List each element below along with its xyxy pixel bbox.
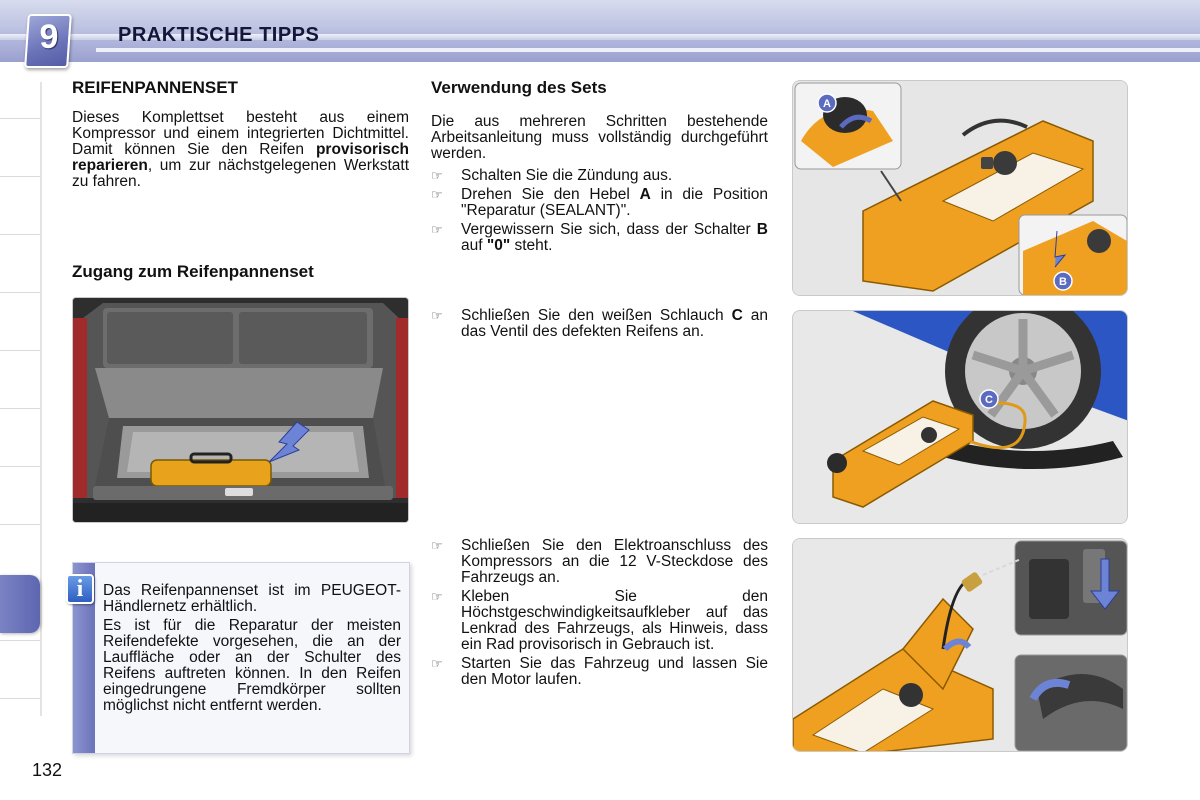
- step-ignition-off: ☞ Schalten Sie die Zündung aus.: [431, 167, 673, 184]
- pointing-hand-icon: ☞: [431, 168, 443, 183]
- step-connect-power: ☞ Schließen Sie den Elektroanschluss des Kompressors an die 12 V-Steckdose des Fahrzeugs an.: [431, 537, 768, 586]
- side-notch: [0, 234, 40, 235]
- section-intro-text: Dieses Komplettset besteht aus einem Kompressor und einem integrierten Dichtmittel. Damit können Sie den Reifen provisorisch reparieren, um zur nächstgelegenen Werkstatt zu fahren.: [72, 109, 409, 190]
- step-check-switch: ☞ Vergewissern Sie sich, dass der Schalter B auf "0" steht.: [431, 221, 768, 254]
- pointing-hand-icon: ☞: [431, 308, 443, 323]
- side-notch: [0, 118, 40, 119]
- pointing-hand-icon: ☞: [431, 538, 443, 553]
- steps-list-3: [431, 538, 768, 691]
- usage-intro-text: Die aus mehreren Schritten bestehende Arbeitsanleitung muss vollständig durchgeführt werden.: [431, 113, 768, 162]
- pointing-hand-icon: ☞: [431, 656, 443, 671]
- side-notch: [0, 292, 40, 293]
- pointing-hand-icon: ☞: [431, 187, 443, 202]
- label-c: C: [985, 394, 993, 406]
- trunk-illustration: [72, 297, 409, 523]
- side-notch: [0, 408, 40, 409]
- steps-list-1: [431, 168, 768, 257]
- steps-list-2: [431, 308, 768, 343]
- power-drawing: [793, 539, 1128, 752]
- label-a: A: [823, 98, 831, 110]
- side-notch: [0, 524, 40, 525]
- section-title-reifenpannenset: REIFENPANNENSET: [72, 78, 238, 97]
- side-notch: [0, 640, 40, 641]
- step-start-engine: ☞ Starten Sie das Fahrzeug und lassen Sie den Motor laufen.: [431, 655, 768, 688]
- side-notch: [0, 176, 40, 177]
- chapter-number: 9: [39, 18, 59, 56]
- header-stripe-lower: [96, 48, 1200, 52]
- side-notch: [0, 698, 40, 699]
- figure-compressor-lever-switch: [792, 80, 1128, 296]
- pointing-hand-icon: ☞: [431, 222, 443, 237]
- trunk-drawing: [73, 298, 409, 523]
- figure-hose-to-tyre: [792, 310, 1128, 524]
- section-title-zugang: Zugang zum Reifenpannenset: [72, 262, 314, 281]
- side-notch: [0, 466, 40, 467]
- chapter-title: PRAKTISCHE TIPPS: [118, 24, 320, 46]
- page-number: 132: [32, 760, 63, 780]
- tyre-drawing: [793, 311, 1128, 524]
- step-speed-sticker: ☞ Kleben Sie den Höchstgeschwindigkeitsaufkleber auf das Lenkrad des Fahrzeugs, als Hinweis, dass ein Rad provisorisch in Gebrauch ist.: [431, 588, 768, 653]
- section-title-verwendung: Verwendung des Sets: [431, 78, 607, 97]
- step-connect-hose: ☞ Schließen Sie den weißen Schlauch C an das Ventil des defekten Reifens an.: [431, 307, 768, 340]
- compressor-drawing: [793, 81, 1128, 296]
- figure-power-and-start: [792, 538, 1128, 752]
- side-notch: [0, 350, 40, 351]
- pointing-hand-icon: ☞: [431, 589, 443, 604]
- chapter-side-tab[interactable]: [0, 575, 40, 633]
- info-text-usage: Es ist für die Reparatur der meisten Reifendefekte vorgesehen, die an der Lauffläche oder an der Schulter des Reifens auftreten können. In den Reifen eingedrungene Fremdkörper sollten möglichst nicht entfernt werden.: [103, 617, 401, 714]
- step-turn-lever: ☞ Drehen Sie den Hebel A in die Position "Reparatur (SEALANT)".: [431, 186, 769, 219]
- label-b: B: [1059, 276, 1067, 288]
- info-icon: i: [66, 574, 94, 604]
- info-text-availability: Das Reifenpannenset ist im PEUGEOT-Händlernetz erhältlich.: [103, 582, 401, 615]
